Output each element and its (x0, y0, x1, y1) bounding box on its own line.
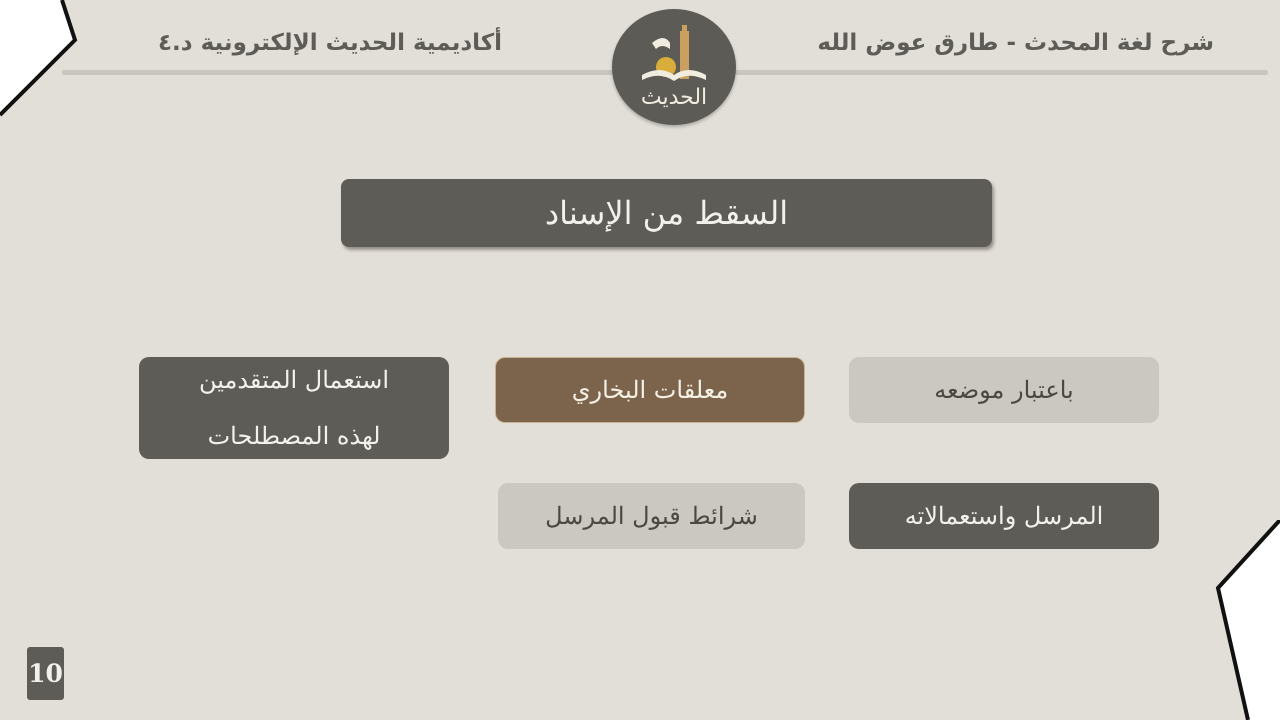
logo-label: الحديث (640, 85, 708, 110)
academy-logo (612, 9, 736, 125)
topic-by-position[interactable] (849, 357, 1159, 423)
header-divider-left (62, 70, 622, 75)
header-divider-right (730, 70, 1268, 75)
corner-decoration-top-left (0, 0, 80, 120)
topic-mursal-acceptance-conditions[interactable] (498, 483, 805, 549)
topic-label: المرسل واستعمالاته (904, 502, 1104, 530)
topic-label-line-2: لهذه المصطلحات (207, 422, 381, 450)
page-number-badge: 10 (27, 647, 64, 700)
topic-label: باعتبار موضعه (934, 376, 1074, 404)
topic-bukhari-muallaqat[interactable] (495, 357, 805, 423)
header-academy-name: أكاديمية الحديث الإلكترونية د.٤ (158, 30, 503, 56)
slide-title-box (341, 179, 992, 247)
corner-decoration-bottom-right (1210, 520, 1280, 720)
topic-early-scholars-usage[interactable] (139, 357, 449, 459)
topic-label: شرائط قبول المرسل (545, 502, 758, 530)
slide-title: السقط من الإسناد (544, 194, 789, 232)
logo-icon (612, 9, 736, 89)
header-course-title: شرح لغة المحدث - طارق عوض الله (817, 30, 1214, 56)
topic-label: معلقات البخاري (571, 376, 729, 404)
topic-label (199, 352, 389, 464)
topic-label-line-1: استعمال المتقدمين (198, 366, 390, 394)
topic-mursal-usages[interactable] (849, 483, 1159, 549)
